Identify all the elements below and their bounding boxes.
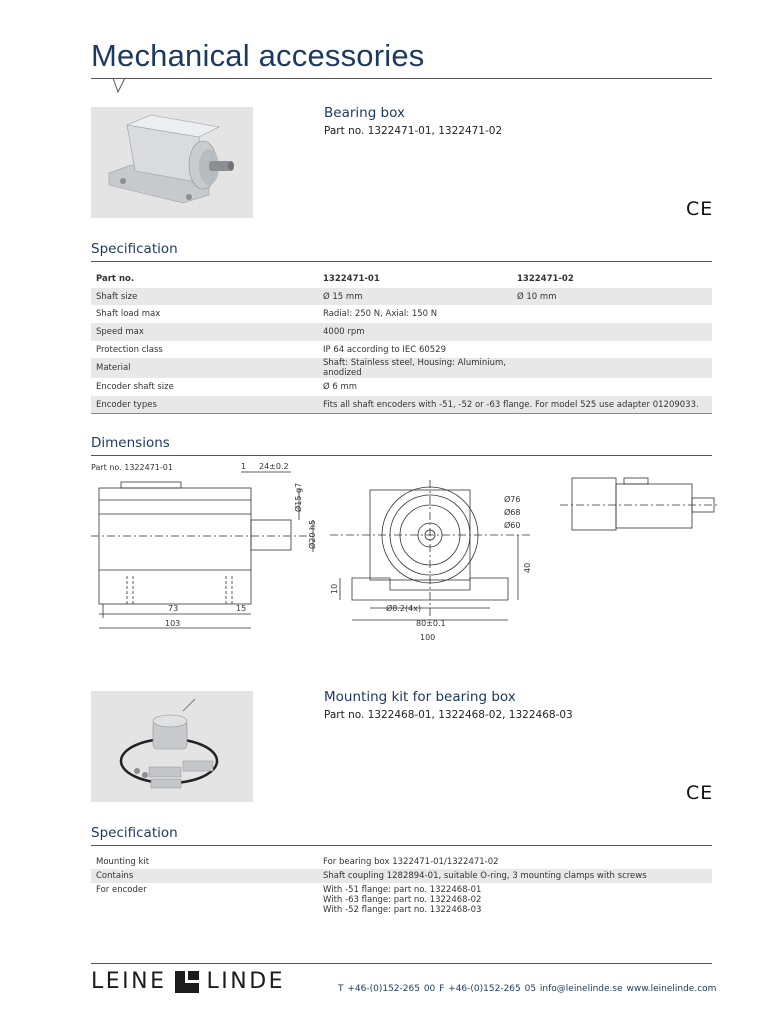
spec-row xyxy=(91,323,712,341)
dimensions-part-no: Part no. 1322471-01 xyxy=(91,463,173,472)
spec-cell: 4000 rpm xyxy=(318,323,512,341)
logo-mark-icon xyxy=(175,971,199,993)
kit-spec-row xyxy=(91,883,712,917)
mounting-kit-title: Mounting kit for bearing box xyxy=(324,689,516,705)
kit-spec-line: With -52 flange: part no. 1322468-03 xyxy=(323,905,482,915)
logo-text-right: LINDE xyxy=(206,969,286,994)
spec-cell: Speed max xyxy=(91,323,318,341)
kit-spec-label: For encoder xyxy=(96,885,147,895)
spec-cell: Shaft load max xyxy=(96,309,161,320)
page-title: Mechanical accessories xyxy=(91,38,425,73)
dim-100: 100 xyxy=(420,633,436,642)
dim-d20: Ø20 h5 xyxy=(308,519,317,549)
encoder-side-drawing xyxy=(560,470,720,540)
spec-cell xyxy=(512,305,712,323)
dim-10: 10 xyxy=(330,583,339,594)
spec-row xyxy=(91,358,712,378)
kit-spec-label: Mounting kit xyxy=(96,857,150,867)
kit-spec-line: Shaft coupling 1282894-01, suitable O-ring, 3 mounting clamps with screws xyxy=(323,871,647,881)
spec-cell: 1322471-02 xyxy=(517,273,574,284)
dim-d76: Ø76 xyxy=(504,495,521,504)
spec-row xyxy=(91,305,712,323)
dim-d82: Ø8.2(4x) xyxy=(386,604,422,613)
mounting-kit-photo xyxy=(91,691,253,802)
ce-mark-icon: CE xyxy=(686,782,714,804)
kit-spec-line: For bearing box 1322471-01/1322471-02 xyxy=(323,857,499,867)
dim-15: 15 xyxy=(236,604,247,613)
dim-d15: Ø15 g7 xyxy=(294,482,303,512)
contact-info: T +46-(0)152-265 00 F +46-(0)152-265 05 info@leinelinde.se www.leinelinde.com xyxy=(338,984,717,994)
bearing-box-photo xyxy=(91,107,253,218)
kit-spec-line: With -63 flange: part no. 1322468-02 xyxy=(323,895,482,905)
spec-row xyxy=(91,378,712,396)
spec-cell: Material xyxy=(91,358,318,378)
dim-73: 73 xyxy=(168,604,179,613)
spec-row xyxy=(91,341,712,359)
dimensions-divider xyxy=(91,455,712,456)
dim-103: 103 xyxy=(165,619,181,628)
dim-d68: Ø68 xyxy=(504,508,521,517)
spec-cell: Fits all shaft encoders with -51, -52 or -63 flange. For model 525 use adapter 01209033. xyxy=(318,396,712,414)
title-notch-icon xyxy=(103,78,131,98)
dim-1: 1 xyxy=(241,462,247,471)
leine-linde-logo xyxy=(91,969,285,994)
footer-divider xyxy=(91,963,712,964)
spec-cell: Part no. xyxy=(96,273,135,284)
kit-spec-label: Contains xyxy=(91,869,318,883)
bearing-box-title: Bearing box xyxy=(324,105,405,121)
spec-cell: Radial: 250 N, Axial: 150 N xyxy=(323,309,438,320)
specification-heading: Specification xyxy=(91,241,178,257)
bearing-box-spec-table xyxy=(91,270,712,414)
spec-cell xyxy=(512,358,712,378)
specification-divider xyxy=(91,261,712,262)
dim-d60: Ø60 xyxy=(504,521,521,530)
spec-cell: Ø 15 mm xyxy=(318,288,512,306)
spec-cell: Encoder types xyxy=(91,396,318,414)
specification-divider-2 xyxy=(91,845,712,846)
spec-cell: Shaft size xyxy=(91,288,318,306)
kit-spec-row xyxy=(91,869,712,883)
bearing-box-part-no: Part no. 1322471-01, 1322471-02 xyxy=(324,125,503,137)
spec-cell xyxy=(512,323,712,341)
logo-text-left: LEINE xyxy=(91,969,167,994)
kit-spec-row xyxy=(91,855,712,869)
dim-24: 24±0.2 xyxy=(259,462,289,471)
spec-cell: Encoder shaft size xyxy=(96,382,174,393)
kit-spec-value xyxy=(318,869,712,883)
mounting-kit-spec-table xyxy=(91,855,712,917)
specification-heading-2: Specification xyxy=(91,825,178,841)
dimensions-heading: Dimensions xyxy=(91,435,170,451)
mounting-kit-part-no: Part no. 1322468-01, 1322468-02, 1322468-03 xyxy=(324,709,573,721)
ce-mark-icon: CE xyxy=(686,198,714,220)
spec-row xyxy=(91,288,712,306)
spec-cell xyxy=(512,378,712,396)
kit-spec-value xyxy=(318,855,712,869)
kit-spec-line: With -51 flange: part no. 1322468-01 xyxy=(323,885,482,895)
spec-row xyxy=(91,270,712,288)
spec-row xyxy=(91,396,712,414)
spec-cell: Ø 6 mm xyxy=(323,382,358,393)
kit-spec-value xyxy=(318,883,712,917)
spec-cell: Ø 10 mm xyxy=(512,288,712,306)
dim-80: 80±0.1 xyxy=(416,619,446,628)
spec-cell xyxy=(512,341,712,359)
spec-cell: IP 64 according to IEC 60529 xyxy=(323,344,446,355)
spec-cell: 1322471-01 xyxy=(323,273,380,284)
dim-40: 40 xyxy=(523,562,532,573)
spec-cell: Protection class xyxy=(96,344,163,355)
title-divider xyxy=(91,78,712,79)
spec-cell: Shaft: Stainless steel, Housing: Aluminium, anodized xyxy=(318,358,512,378)
